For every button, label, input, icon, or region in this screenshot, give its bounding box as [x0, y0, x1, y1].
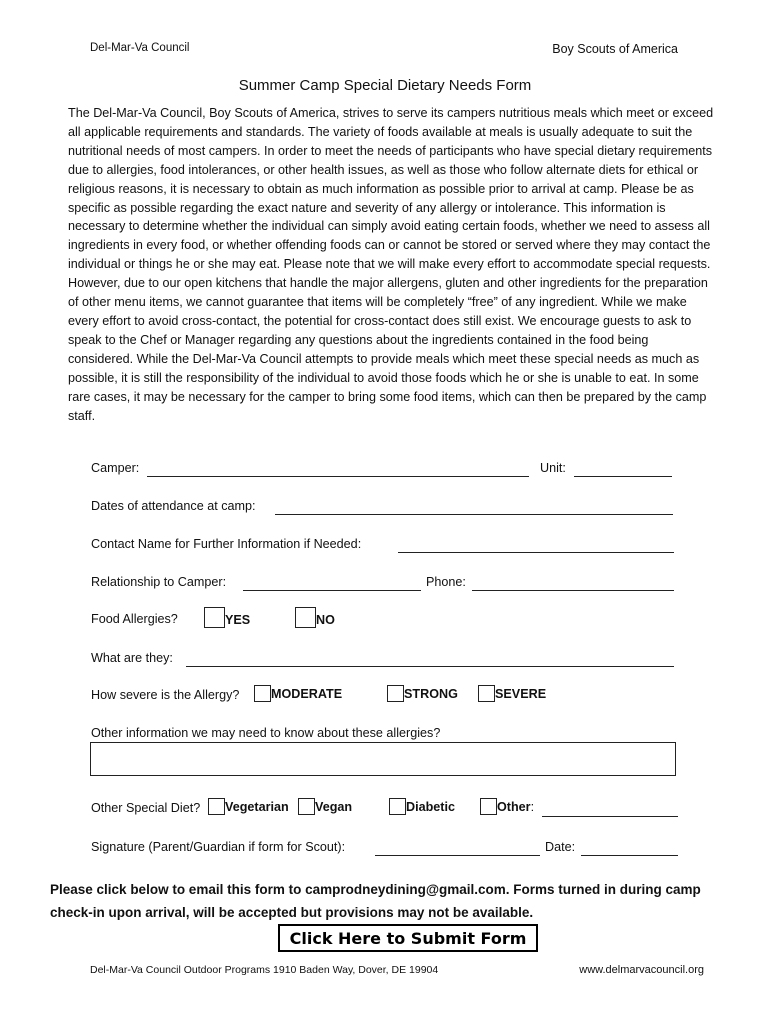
- relationship-label: Relationship to Camper:: [91, 575, 227, 589]
- other-label: Other: [497, 800, 531, 814]
- dates-label: Dates of attendance at camp:: [91, 499, 256, 513]
- severe-checkbox[interactable]: [478, 685, 495, 702]
- phone-label: Phone:: [426, 575, 466, 589]
- dates-field[interactable]: [275, 514, 673, 515]
- severe-option: [478, 685, 546, 702]
- strong-option: [387, 685, 458, 702]
- phone-field[interactable]: [472, 590, 674, 591]
- date-field[interactable]: [581, 855, 678, 856]
- footer-website: www.delmarvacouncil.org: [579, 964, 704, 976]
- relationship-field[interactable]: [243, 590, 421, 591]
- yes-checkbox[interactable]: [204, 607, 225, 628]
- council-name-header: Del-Mar-Va Council: [90, 42, 190, 54]
- vegetarian-checkbox[interactable]: [208, 798, 225, 815]
- signature-field[interactable]: [375, 855, 540, 856]
- strong-checkbox[interactable]: [387, 685, 404, 702]
- vegetarian-label: Vegetarian: [225, 800, 289, 814]
- severity-label: How severe is the Allergy?: [91, 688, 240, 702]
- email-instructions: Please click below to email this form to camprodneydining@gmail.com. Forms turned in during camp check-in upon arrival, will be accepted but provisions may not be available.: [50, 882, 701, 920]
- other-info-label: Other information we may need to know about these allergies?: [91, 726, 441, 740]
- camper-label: Camper:: [91, 461, 140, 475]
- other-checkbox[interactable]: [480, 798, 497, 815]
- food-allergies-label: Food Allergies?: [91, 612, 178, 626]
- no-option: [295, 607, 335, 628]
- what-are-they-field[interactable]: [186, 666, 674, 667]
- strong-label: STRONG: [404, 687, 458, 701]
- other-diet-label: Other Special Diet?: [91, 801, 201, 815]
- contact-label: Contact Name for Further Information if Needed:: [91, 537, 362, 551]
- what-are-they-label: What are they:: [91, 651, 173, 665]
- unit-field[interactable]: [574, 476, 672, 477]
- date-label: Date:: [545, 840, 576, 854]
- allergy-info-textbox[interactable]: [90, 742, 676, 776]
- camper-field[interactable]: [147, 476, 529, 477]
- severe-label: SEVERE: [495, 687, 547, 701]
- food-allergies-row: [91, 612, 178, 626]
- yes-label: YES: [225, 613, 251, 627]
- diabetic-label: Diabetic: [406, 800, 455, 814]
- moderate-option: [254, 685, 342, 702]
- moderate-label: MODERATE: [271, 687, 343, 701]
- other-diet-field[interactable]: [542, 816, 678, 817]
- other-colon: :: [530, 800, 535, 814]
- diabetic-checkbox[interactable]: [389, 798, 406, 815]
- no-checkbox[interactable]: [295, 607, 316, 628]
- camper-row: [91, 461, 139, 475]
- organization-header: Boy Scouts of America: [552, 42, 678, 56]
- contact-field[interactable]: [398, 552, 674, 553]
- signature-label: Signature (Parent/Guardian if form for Scout):: [91, 840, 346, 854]
- diabetic-option: [389, 798, 455, 815]
- vegan-checkbox[interactable]: [298, 798, 315, 815]
- moderate-checkbox[interactable]: [254, 685, 271, 702]
- footer-address: Del-Mar-Va Council Outdoor Programs 1910 Baden Way, Dover, DE 19904: [90, 964, 439, 976]
- unit-label: Unit:: [540, 461, 566, 475]
- submit-form-button[interactable]: Click Here to Submit Form: [278, 924, 538, 952]
- no-label: NO: [316, 613, 335, 627]
- other-option: [480, 798, 534, 815]
- vegan-label: Vegan: [315, 800, 353, 814]
- vegetarian-option: [208, 798, 289, 815]
- yes-option: [204, 607, 250, 628]
- intro-paragraph: The Del-Mar-Va Council, Boy Scouts of America, strives to serve its campers nutritious meals which meet or exceed all applicable requirements and standards. The variety of foods available at meals is usually adequate to suit the nutritional needs of most campers. In order to meet the needs of participants who have special dietary requirements due to allergies, food intolerances, or other health issues, as well as those who follow alternate diets for ethical or religious reasons, it is necessary to obtain as much information as possible prior to arrival at camp. Please be as specific as possible regarding the exact nature and severity of any allergy or intolerance. This information is necessary to determine whether the individual can simply avoid eating certain foods, whether we need to assess all ingredients in every food, or whether offending foods can or cannot be stored or served where they may contact the individual or things he or she may eat. Please note that we will make every effort to accommodate special requests. However, due to our open kitchens that handle the major allergens, gluten and other ingredients for the preparation of other menu items, we cannot guarantee that items will be completely “free” of any ingredient. While we make every effort to avoid cross-contact, the potential for cross-contact does still exist. We encourage guests to ask to speak to the Chef or Manager regarding any questions about the ingredients contained in the food being considered. While the Del-Mar-Va Council attempts to provide meals which meet these special needs as much as possible, it is still the responsibility of the individual to avoid those foods which he or she is unable to eat. In some rare cases, it may be necessary for the camper to bring some food items, which can then be prepared by the camp staff.: [68, 106, 714, 423]
- form-title: Summer Camp Special Dietary Needs Form: [238, 77, 532, 94]
- vegan-option: [298, 798, 352, 815]
